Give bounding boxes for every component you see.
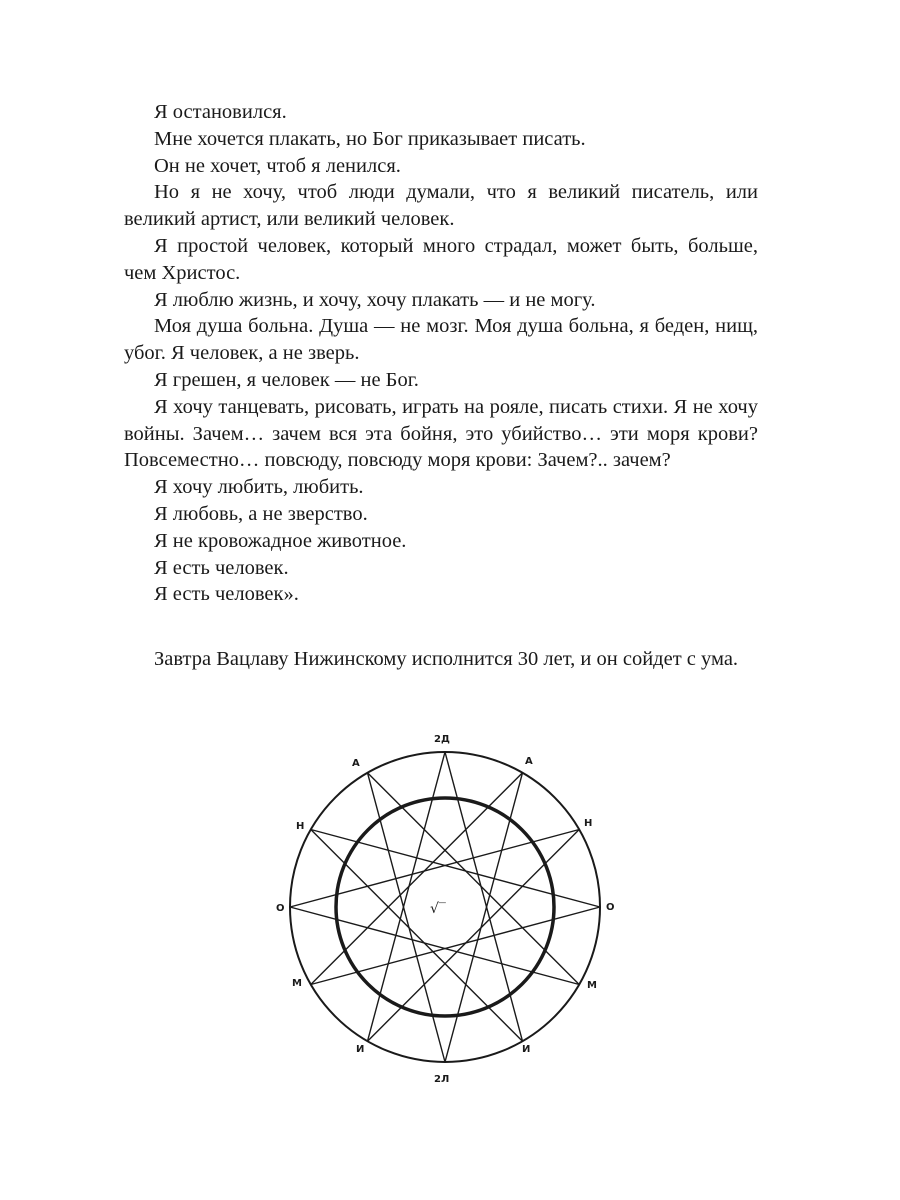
star-line [445, 752, 523, 1041]
paragraph: Моя душа больна. Душа — не мозг. Моя душа больна, я беден, нищ, убог. Я человек, а не зверь. [124, 315, 758, 365]
paragraph: Я грешен, я человек — не Бог. [154, 368, 419, 391]
diary-text [124, 99, 758, 608]
label-bottom: 2Л [434, 1074, 450, 1085]
label-lower-left: И [356, 1044, 365, 1055]
paragraph: Я остановился. [154, 101, 287, 123]
star-line [290, 830, 579, 908]
paragraph: Я хочу любить, любить. [154, 476, 364, 499]
label-mid-upper-left: Н [296, 821, 305, 832]
star-line [445, 773, 523, 1062]
star-line [368, 830, 580, 1042]
label-left: О [276, 903, 285, 914]
star-line [311, 830, 523, 1042]
label-mid-upper-right: Н [584, 818, 593, 829]
star-line [368, 752, 446, 1041]
paragraph: Я люблю жизнь, и хочу, хочу плакать — и не могу. [154, 288, 596, 311]
star-line [311, 773, 523, 985]
label-right: О [606, 902, 615, 913]
circle-star-diagram [260, 720, 640, 1110]
label-lower-right: И [522, 1044, 531, 1055]
star-line [368, 773, 446, 1062]
paragraph: Я простой человек, который много страдал, может быть, больше, чем Христос. [124, 234, 758, 284]
star-line [311, 907, 600, 985]
center-root-symbol: √‾ [430, 901, 446, 917]
paragraph: Я хочу танцевать, рисовать, играть на рояле, писать стихи. Я не хочу войны. Зачем… зачем вся эта бойня, это убийство… эти моря крови? Повсеместно… повсюду, повсюду моря крови: Зачем?.. зачем? [124, 395, 758, 472]
label-mid-lower-right: М [587, 980, 597, 991]
label-upper-right: А [525, 756, 533, 767]
epilogue-line: Завтра Вацлаву Нижинскому исполнится 30 лет, и он сойдет с ума. [154, 648, 739, 670]
star-line [290, 907, 579, 985]
label-top: 2Д [434, 734, 450, 745]
label-mid-lower-left: М [292, 978, 302, 989]
paragraph: Я есть человек. [154, 556, 289, 579]
label-upper-left: А [352, 758, 360, 769]
star-line [368, 773, 580, 985]
paragraph: Но я не хочу, чтоб люди думали, что я великий писатель, или великий артист, или великий человек. [124, 181, 758, 231]
paragraph: Я не кровожадное животное. [154, 529, 407, 552]
paragraph: Он не хочет, чтоб я ленился. [154, 154, 401, 177]
paragraph: Я есть человек». [154, 583, 299, 606]
paragraph: Мне хочется плакать, но Бог приказывает писать. [154, 127, 586, 150]
paragraph: Я любовь, а не зверство. [154, 502, 368, 525]
star-line [311, 830, 600, 908]
